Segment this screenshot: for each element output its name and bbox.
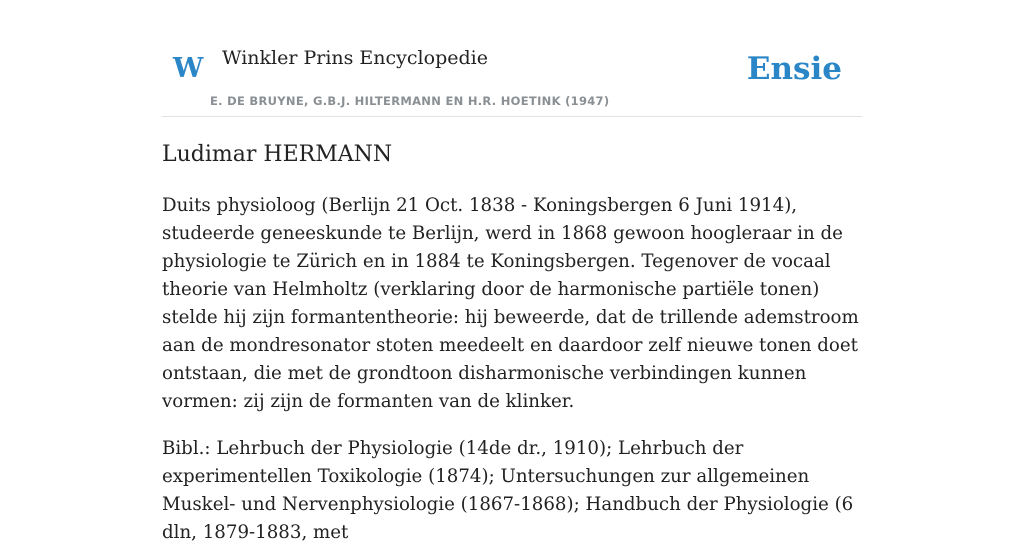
ensie-logo-link[interactable]: Ensie <box>746 51 842 87</box>
article <box>162 140 862 547</box>
source-header <box>162 0 862 117</box>
source-authors: E. DE BRUYNE, G.B.J. HILTERMANN EN H.R. HOETINK (1947) <box>210 94 610 108</box>
article-title: Ludimar HERMANN <box>162 142 393 167</box>
article-bibliography: Bibl.: Lehrbuch der Physiologie (14de dr., 1910); Lehrbuch der experimentellen Toxikologie (1874); Untersuchungen zur allgemeinen Muskel- und Nervenphysiologie (1867-1868); Handbuch der Physiologie (6 dln, 1879-1883, met <box>162 438 854 543</box>
article-paragraph: Duits physioloog (Berlijn 21 Oct. 1838 - Koningsbergen 6 Juni 1914), studeerde geneeskunde te Berlijn, werd in 1868 gewoon hoogleraar in de physiologie te Zürich en in 1884 te Koningsbergen. Tegenover de vocaal theorie van Helmholtz (verklaring door de harmonische partiële tonen) stelde hij zijn formantentheorie: hij beweerde, dat de trillende ademstroom aan de mondresonator stoten meedeelt en daardoor zelf nieuwe tonen doet ontstaan, die met de grondtoon disharmonische verbindingen kunnen vormen: zij zijn de formanten van de klinker. <box>162 195 859 412</box>
source-title-link[interactable]: Winkler Prins Encyclopedie <box>222 47 488 69</box>
source-logo[interactable]: W <box>173 53 204 84</box>
